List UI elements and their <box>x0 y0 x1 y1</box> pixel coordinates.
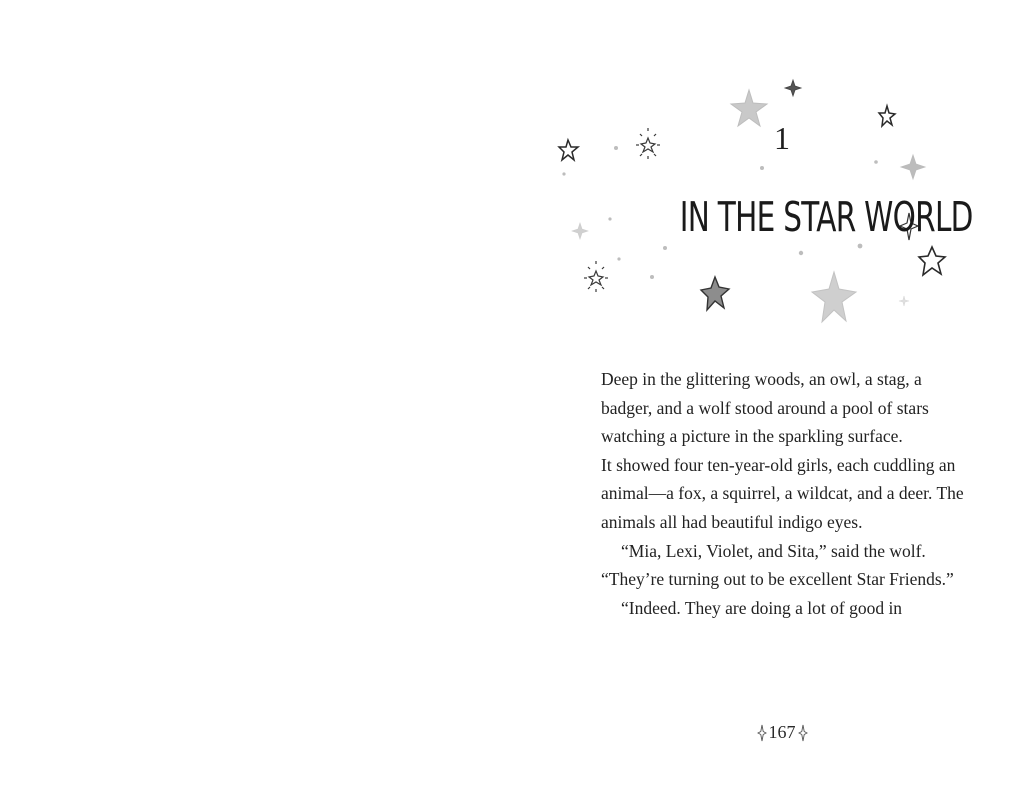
sparkle-star-icon <box>785 80 801 96</box>
paragraph: “Mia, Lexi, Violet, and Sita,” said the wolf. “They’re turning out to be excellent Star Friends.” <box>601 540 954 590</box>
outline-star-icon <box>879 106 895 126</box>
sparkle-star-icon <box>899 296 909 306</box>
page-number: 167 <box>768 722 796 742</box>
page-footer <box>742 722 822 743</box>
sparkle-star-icon <box>901 155 925 179</box>
outline-star-icon <box>559 140 578 160</box>
sparkle-star-icon <box>757 724 767 742</box>
shaded-star-icon <box>812 272 856 322</box>
starburst-icon <box>584 261 608 292</box>
right-page <box>512 0 1024 789</box>
sparkle-star-icon <box>572 223 588 239</box>
star-illustration <box>512 0 1024 340</box>
paragraph: It showed four ten-year-old girls, each cuddling an animal—a fox, a squirrel, a wildcat, and a deer. The animals all had beautiful indigo eyes. <box>601 454 964 532</box>
chapter-body <box>601 365 971 622</box>
starburst-icon <box>636 128 660 159</box>
paragraph: Deep in the glittering woods, an owl, a stag, a badger, and a wolf stood around a pool of stars watching a picture in the sparkling surface. <box>601 369 929 447</box>
paragraph: “Indeed. They are doing a lot of good in <box>621 597 903 618</box>
sparkle-star-icon <box>798 724 808 742</box>
shaded-star-icon <box>701 277 729 310</box>
chapter-title: IN THE STAR WORLD <box>679 193 973 241</box>
outline-star-icon <box>919 247 945 275</box>
chapter-number: 1 <box>774 120 790 156</box>
